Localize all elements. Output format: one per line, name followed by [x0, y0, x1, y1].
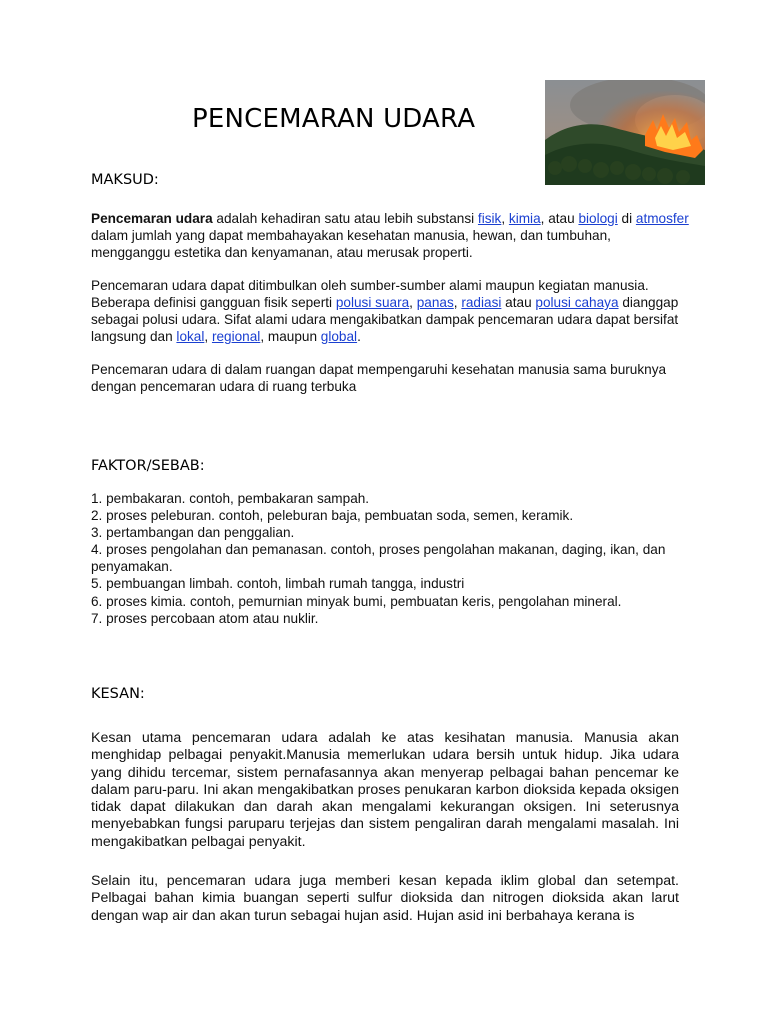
- maksud-paragraph-2: [91, 277, 691, 345]
- link-fisik[interactable]: fisik: [477, 211, 502, 226]
- forest-fire-photo: [545, 80, 705, 185]
- faktor-heading: FAKTOR/SEBAB:: [91, 458, 205, 474]
- faktor-list: [91, 490, 691, 627]
- link-polusi-cahaya[interactable]: polusi cahaya: [535, 295, 619, 310]
- list-item: 5. pembuangan limbah. contoh, limbah rumah tangga, industri: [91, 576, 465, 592]
- text-run: ,: [453, 295, 462, 310]
- kesan-paragraph-1: Kesan utama pencemaran udara adalah ke atas kesihatan manusia. Manusia akan menghidap pelbagai penyakit.Manusia memerlukan udara bersih untuk hidup. Jika udara yang dihidu tercemar, sistem pernafasannya akan menyerap pelbagai bahan pencemar ke dalam paru-paru. Ini akan mengakibatkan proses penukaran karbon dioksida kepada oksigen tidak dapat dilakukan dan darah akan mengalami kekurangan oksigen. Ini seterusnya menyebabkan fungsi paruparu terjejas dan sistem pengaliran darah mengalami masalah. Ini mengakibatkan pelbagai penyakit.: [91, 730, 679, 850]
- link-regional[interactable]: regional: [211, 329, 261, 344]
- list-item: 4. proses pengolahan dan pemanasan. contoh, proses pengolahan makanan, daging, ikan, dan penyamakan.: [91, 542, 666, 575]
- maksud-paragraph-3: Pencemaran udara di dalam ruangan dapat mempengaruhi kesehatan manusia sama buruknya dengan pencemaran udara di ruang terbuka: [91, 362, 667, 394]
- link-biologi[interactable]: biologi: [578, 211, 618, 226]
- link-radiasi[interactable]: radiasi: [461, 295, 502, 310]
- text-run: , maupun: [260, 329, 321, 344]
- text-run: ,: [409, 295, 417, 310]
- list-item: 3. pertambangan dan penggalian.: [91, 525, 295, 541]
- link-global[interactable]: global: [320, 329, 358, 344]
- list-item: 7. proses percobaan atom atau nuklir.: [91, 610, 319, 626]
- text-run: adalah kehadiran satu atau lebih substansi: [212, 211, 478, 226]
- list-item: 2. proses peleburan. contoh, peleburan baja, pembuatan soda, semen, keramik.: [91, 508, 574, 524]
- text-run: .: [357, 329, 361, 344]
- page-title: PENCEMARAN UDARA: [192, 104, 476, 134]
- maksud-paragraph-1: [91, 210, 691, 261]
- link-lokal[interactable]: lokal: [176, 329, 205, 344]
- text-run: dalam jumlah yang dapat membahayakan kesehatan manusia, hewan, dan tumbuhan, mengganggu estetika dan kenyamanan, atau merusak properti.: [91, 228, 611, 260]
- text-run: Pencemaran udara dapat ditimbulkan oleh sumber-sumber alami maupun kegiatan manusia. Beberapa definisi gangguan fisik seperti: [91, 278, 649, 310]
- text-run: , atau: [540, 211, 579, 226]
- link-polusi-suara[interactable]: polusi suara: [335, 295, 410, 310]
- kesan-paragraph-2: Selain itu, pencemaran udara juga memberi kesan kepada iklim global dan setempat. Pelbagai bahan kimia buangan seperti sulfur dioksida dan nitrogen dioksida akan larut dengan wap air dan akan turun sebagai hujan asid. Hujan asid ini berbahaya kerana is: [91, 873, 679, 924]
- text-run: ,: [204, 329, 212, 344]
- link-panas[interactable]: panas: [416, 295, 454, 310]
- list-item: 6. proses kimia. contoh, pemurnian minyak bumi, pembuatan keris, pengolahan mineral.: [91, 593, 622, 609]
- text-run: di: [617, 211, 636, 226]
- kesan-heading: KESAN:: [91, 686, 145, 702]
- text-run: atau: [501, 295, 536, 310]
- term-pencemaran-udara: Pencemaran udara: [91, 211, 213, 226]
- list-item: 1. pembakaran. contoh, pembakaran sampah.: [91, 491, 370, 506]
- link-atmosfer[interactable]: atmosfer: [635, 211, 689, 226]
- text-run: dianggap sebagai polusi udara. Sifat alami udara mengakibatkan dampak pencemaran udara dapat bersifat langsung dan: [91, 295, 679, 344]
- maksud-heading: MAKSUD:: [91, 172, 159, 188]
- text-run: ,: [501, 211, 509, 226]
- link-kimia[interactable]: kimia: [508, 211, 541, 226]
